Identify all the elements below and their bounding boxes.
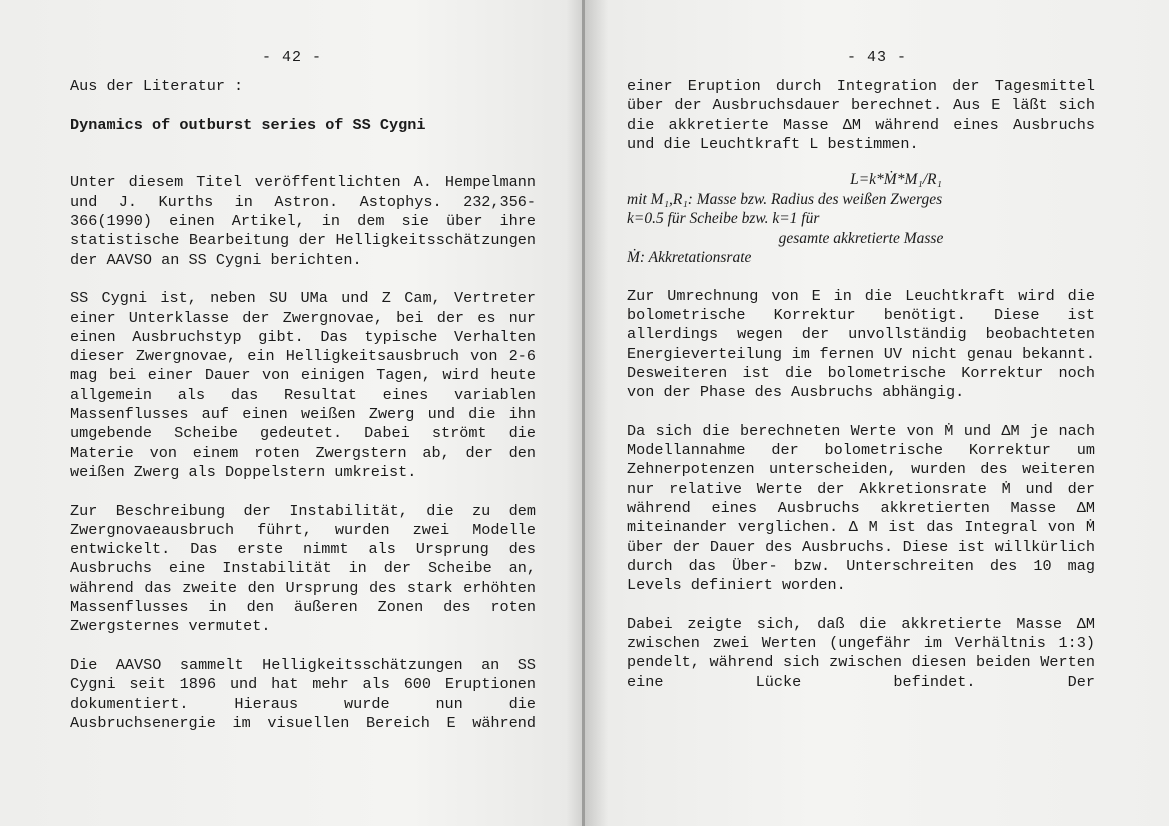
formula-equation: L=k*Ṁ*M₁/R₁ [850, 171, 942, 189]
formula-line: gesamte akkretierte Masse [778, 229, 944, 247]
page-number: - 43 - [846, 49, 907, 66]
formula-block [627, 170, 1095, 268]
right-page [585, 0, 1169, 826]
formula-line: k=0.5 für Scheibe bzw. k=1 für [627, 210, 820, 228]
formula-line: Ṁ: Akkretationsrate [627, 249, 752, 267]
text-column [70, 77, 536, 733]
paragraph: Unter diesem Titel veröffentlichten A. Hempelmann und J. Kurths in Astron. Astophys. 232,356-366(1990) einen Artikel, in dem sie über ihre statistische Bearbeitung der Helligkeitsschätzungen der AAVSO an SS Cygni berichten. [70, 173, 536, 269]
paragraph: Da sich die berechneten Werte von Ṁ und ΔM je nach Modellannahme der bolometrische Korrektur um Zehnerpotenzen unterscheiden, wurden des weiteren nur relative Werte der Akkretionsrate Ṁ und der während eines Ausbruchs akkretierten Masse ΔM miteinander verglichen. Δ M ist das Integral von Ṁ über der Dauer des Ausbruchs. Diese ist willkürlich durch das Über- bzw. Unterschreiten des 10 mag Levels definiert worden. [627, 421, 1095, 595]
paragraph: Die AAVSO sammelt Helligkeitsschätzungen an SS Cygni seit 1896 und hat mehr als 600 Eruptionen dokumentiert. Hieraus wurde nun die Ausbruchsenergie im visuellen Bereich E während [70, 655, 536, 732]
spacer [70, 154, 536, 173]
article-title: Dynamics of outburst series of SS Cygni [70, 115, 426, 134]
paragraph: Zur Beschreibung der Instabilität, die zu dem Zwergnovaeausbruch führt, wurden zwei Modelle entwickelt. Das erste nimmt als Ursprung des Ausbruchs eine Instabilität in der Scheibe an, während das zweite den Ursprung des stark erhöhten Massenflusses in den äußeren Zonen des roten Zwergsternes vermutet. [70, 501, 536, 636]
paragraph: einer Eruption durch Integration der Tagesmittel über der Ausbruchsdauer berechnet. Aus E läßt sich die akkretierte Masse ΔM während eines Ausbruchs und die Leuchtkraft L bestimmen. [627, 77, 1095, 153]
paragraph: SS Cygni ist, neben SU UMa und Z Cam, Vertreter einer Unterklasse der Zwergnovae, bei der es nur einen Ausbruchstyp gibt. Das typische Verhalten dieser Zwergnovae, ein Helligkeitsausbruch von 2-6 mag bei einer Dauer von einigen Tagen, wird heute allgemein als das Resultat eines variablen Massenflusses auf einen weißen Zwerg und die ihn umgebende Scheibe gedeutet. Dabei strömt die Materie von einem roten Zwergstern ab, der den weißen Zwerg als Doppelstern umkreist. [70, 289, 536, 481]
left-page [0, 0, 584, 826]
text-column [627, 77, 1095, 692]
page-number: - 42 - [261, 49, 322, 66]
paragraph: Dabei zeigte sich, daß die akkretierte Masse ΔM zwischen zwei Werten (ungefähr im Verhältnis 1:3) pendelt, während sich zwischen diesen beiden Werten eine Lücke befindet. Der [627, 614, 1095, 691]
section-label: Aus der Literatur : [70, 77, 244, 95]
paragraph: Zur Umrechnung von E in die Leuchtkraft wird die bolometrische Korrektur benötigt. Diese ist allerdings wegen der unvollständig beobachteten Energieverteilung im fernen UV nicht genau bekannt. Desweiteren ist die bolometrische Korrektur noch von der Phase des Ausbruchs abhängig. [627, 286, 1095, 402]
formula-line: mit M₁,R₁: Masse bzw. Radius des weißen Zwerges [627, 190, 943, 208]
